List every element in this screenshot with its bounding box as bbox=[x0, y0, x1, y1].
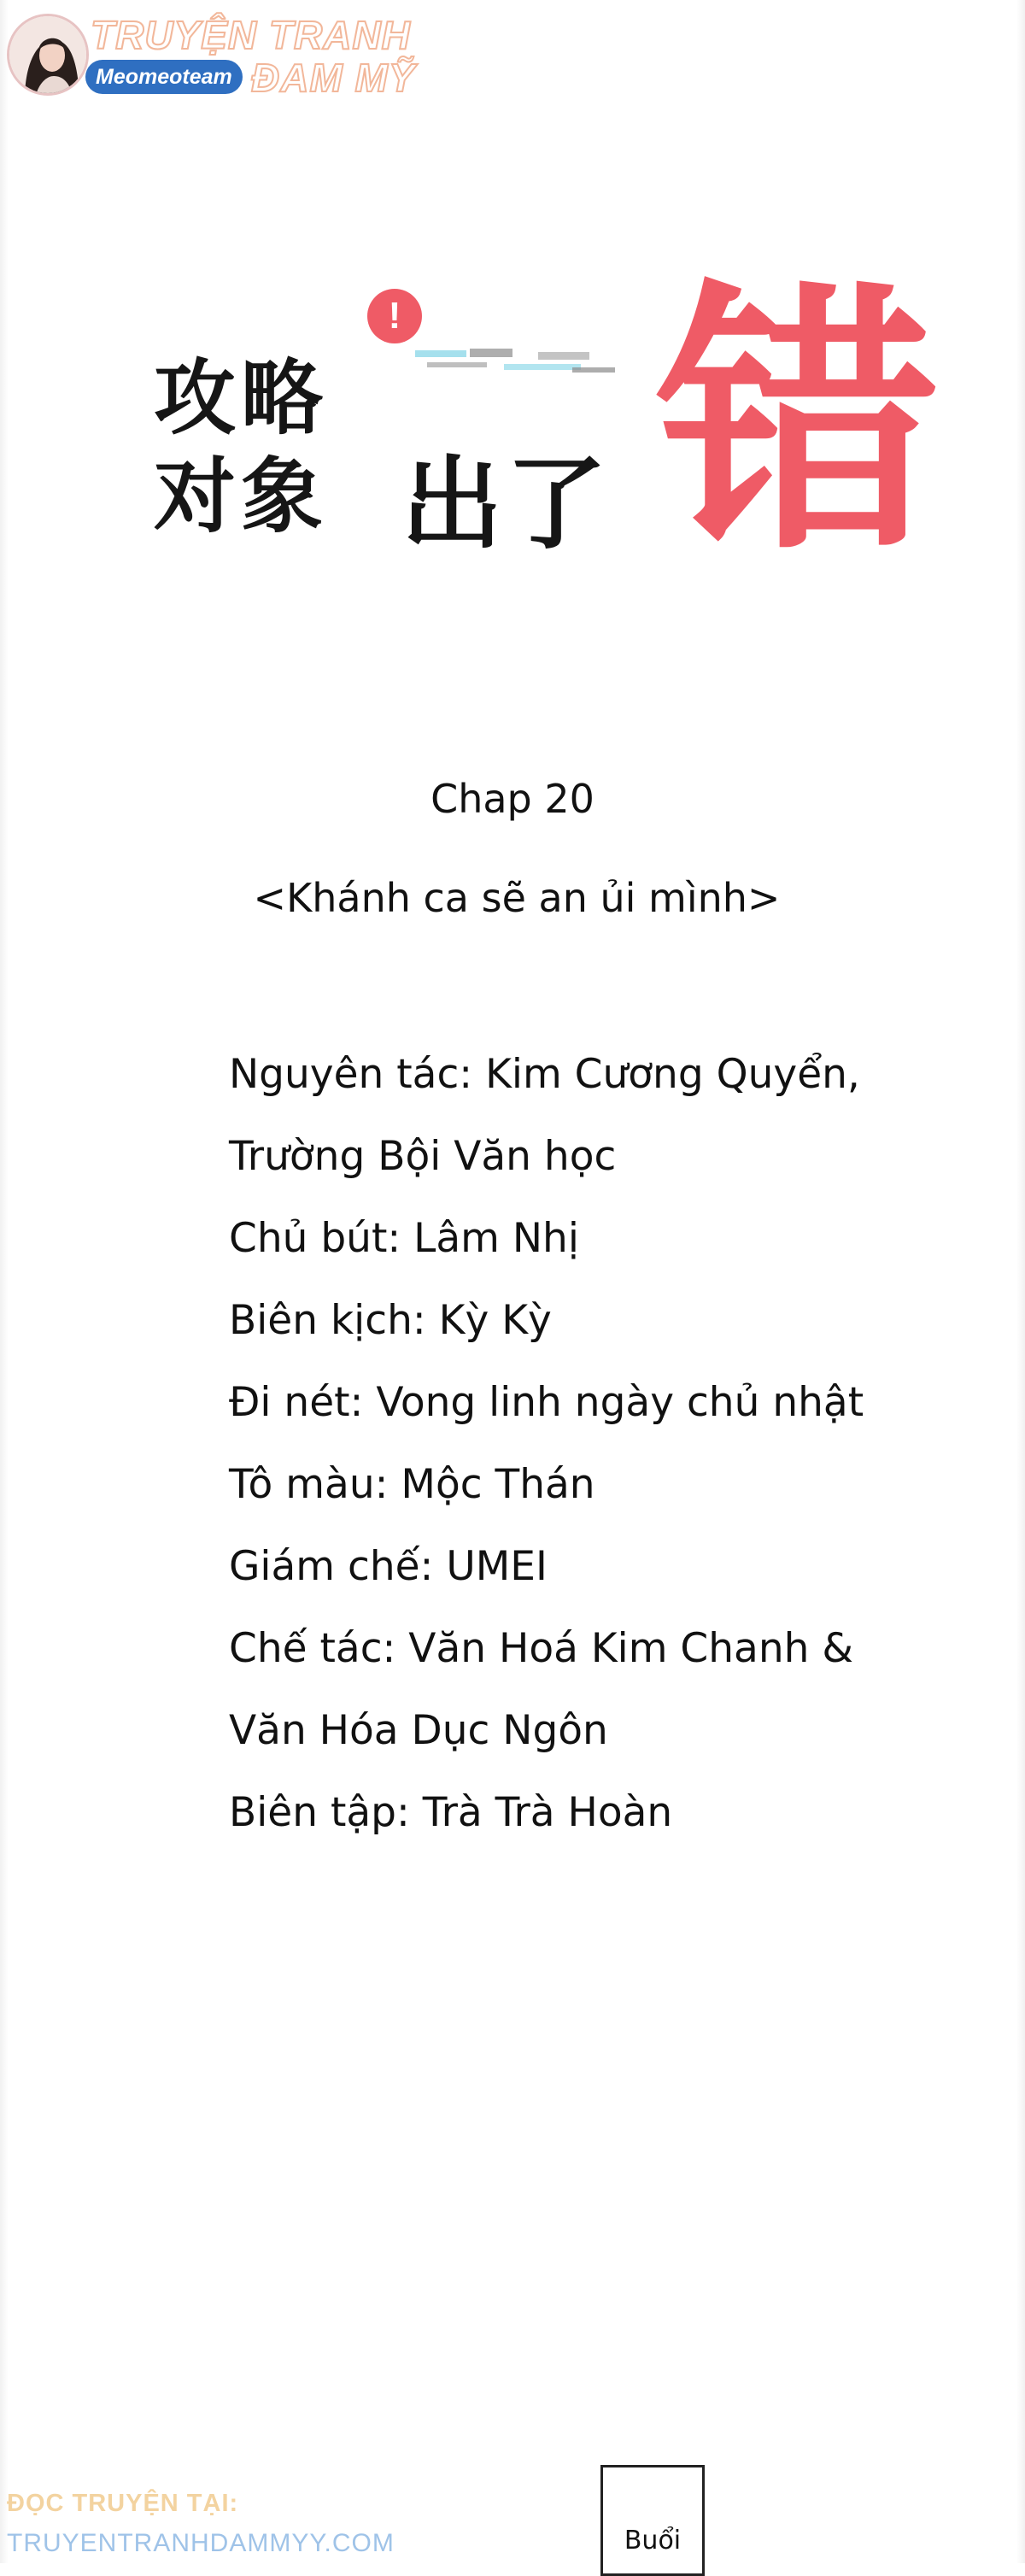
watermark-site-url: TRUYENTRANHDAMMYY.COM bbox=[7, 2529, 395, 2557]
next-panel-text: Buổi bbox=[624, 2526, 682, 2555]
logo-glitch-decoration bbox=[410, 342, 624, 383]
watermark-read-at: ĐỌC TRUYỆN TẠI: bbox=[7, 2490, 239, 2517]
logo-text-line1: 攻略 bbox=[154, 350, 328, 446]
credit-line: Tô màu: Mộc Thán bbox=[229, 1461, 595, 1508]
credit-line: Văn Hóa Dục Ngôn bbox=[229, 1707, 608, 1754]
page-edge-right bbox=[1016, 0, 1025, 2563]
credit-line: Đi nét: Vong linh ngày chủ nhật bbox=[229, 1379, 864, 1426]
credit-line: Chế tác: Văn Hoá Kim Chanh & bbox=[229, 1625, 854, 1672]
credit-line: Nguyên tác: Kim Cương Quyển, bbox=[229, 1051, 860, 1098]
watermark-top bbox=[7, 12, 451, 106]
credit-line: Giám chế: UMEI bbox=[229, 1543, 548, 1590]
logo-alert-badge: ! bbox=[367, 289, 422, 343]
team-avatar bbox=[7, 14, 89, 96]
credit-line: Biên kịch: Kỳ Kỳ bbox=[229, 1297, 552, 1344]
watermark-site-subtitle: ĐAM MỸ bbox=[251, 56, 416, 100]
logo-text-cuo: 错 bbox=[658, 259, 940, 587]
credits-list bbox=[229, 1034, 929, 1854]
page-edge-left bbox=[0, 0, 9, 2563]
chapter-title: Chap 20 bbox=[430, 776, 594, 822]
credit-line: Chủ bút: Lâm Nhị bbox=[229, 1215, 579, 1262]
watermark-site-title: TRUYỆN TRANH bbox=[91, 13, 411, 57]
series-logo bbox=[154, 259, 940, 607]
next-panel-frame bbox=[600, 2465, 705, 2576]
watermark-team-badge: Meomeoteam bbox=[85, 60, 243, 94]
chapter-subtitle: <Khánh ca sẽ an ủi mình> bbox=[253, 875, 781, 921]
credit-line: Trường Bội Văn học bbox=[229, 1133, 617, 1180]
credit-line: Biên tập: Trà Trà Hoàn bbox=[229, 1789, 673, 1836]
logo-text-chuliao: 出了 bbox=[401, 445, 611, 563]
logo-text-line2: 对象 bbox=[154, 449, 328, 544]
